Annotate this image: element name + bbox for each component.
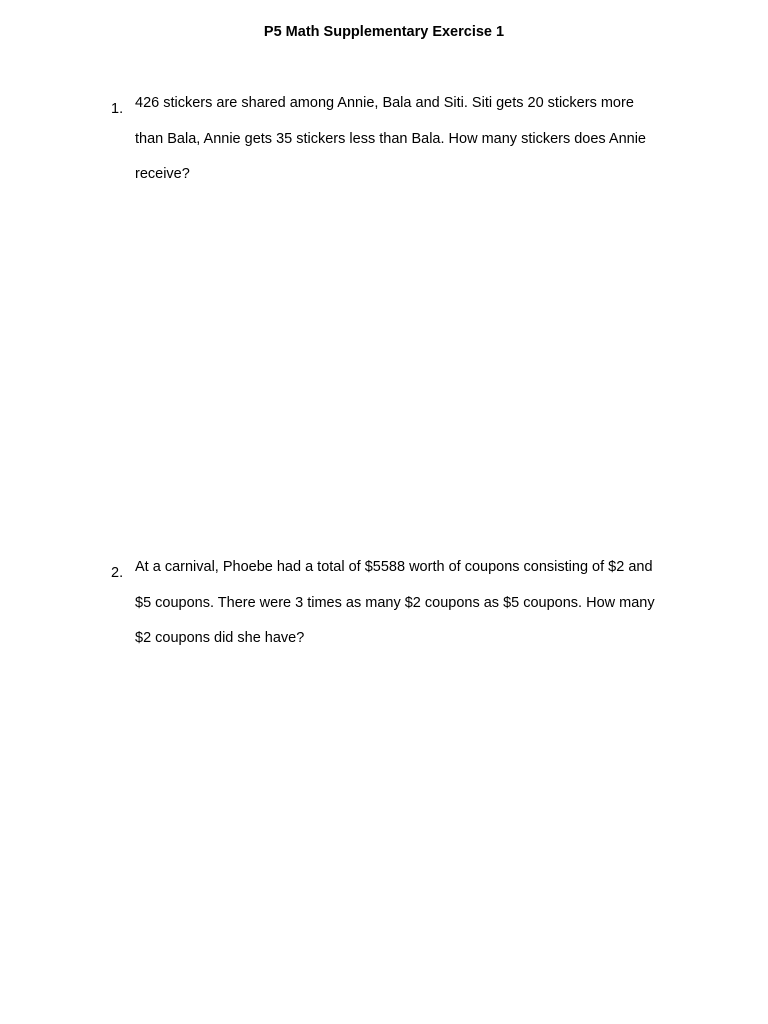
question-text-line: receive? xyxy=(135,166,190,182)
question-text-line: than Bala, Annie gets 35 stickers less than Bala. How many stickers does Annie xyxy=(135,131,646,147)
question-number: 2. xyxy=(111,565,124,581)
question-text-line: At a carnival, Phoebe had a total of $5588 worth of coupons consisting of $2 and xyxy=(135,559,653,575)
question-text-line: 426 stickers are shared among Annie, Bala and Siti. Siti gets 20 stickers more xyxy=(135,95,634,111)
page-title: P5 Math Supplementary Exercise 1 xyxy=(263,24,505,40)
question-number: 1. xyxy=(111,101,124,117)
question-text-line: $5 coupons. There were 3 times as many $2 coupons as $5 coupons. How many xyxy=(135,595,655,611)
question-text-line: $2 coupons did she have? xyxy=(135,630,305,646)
